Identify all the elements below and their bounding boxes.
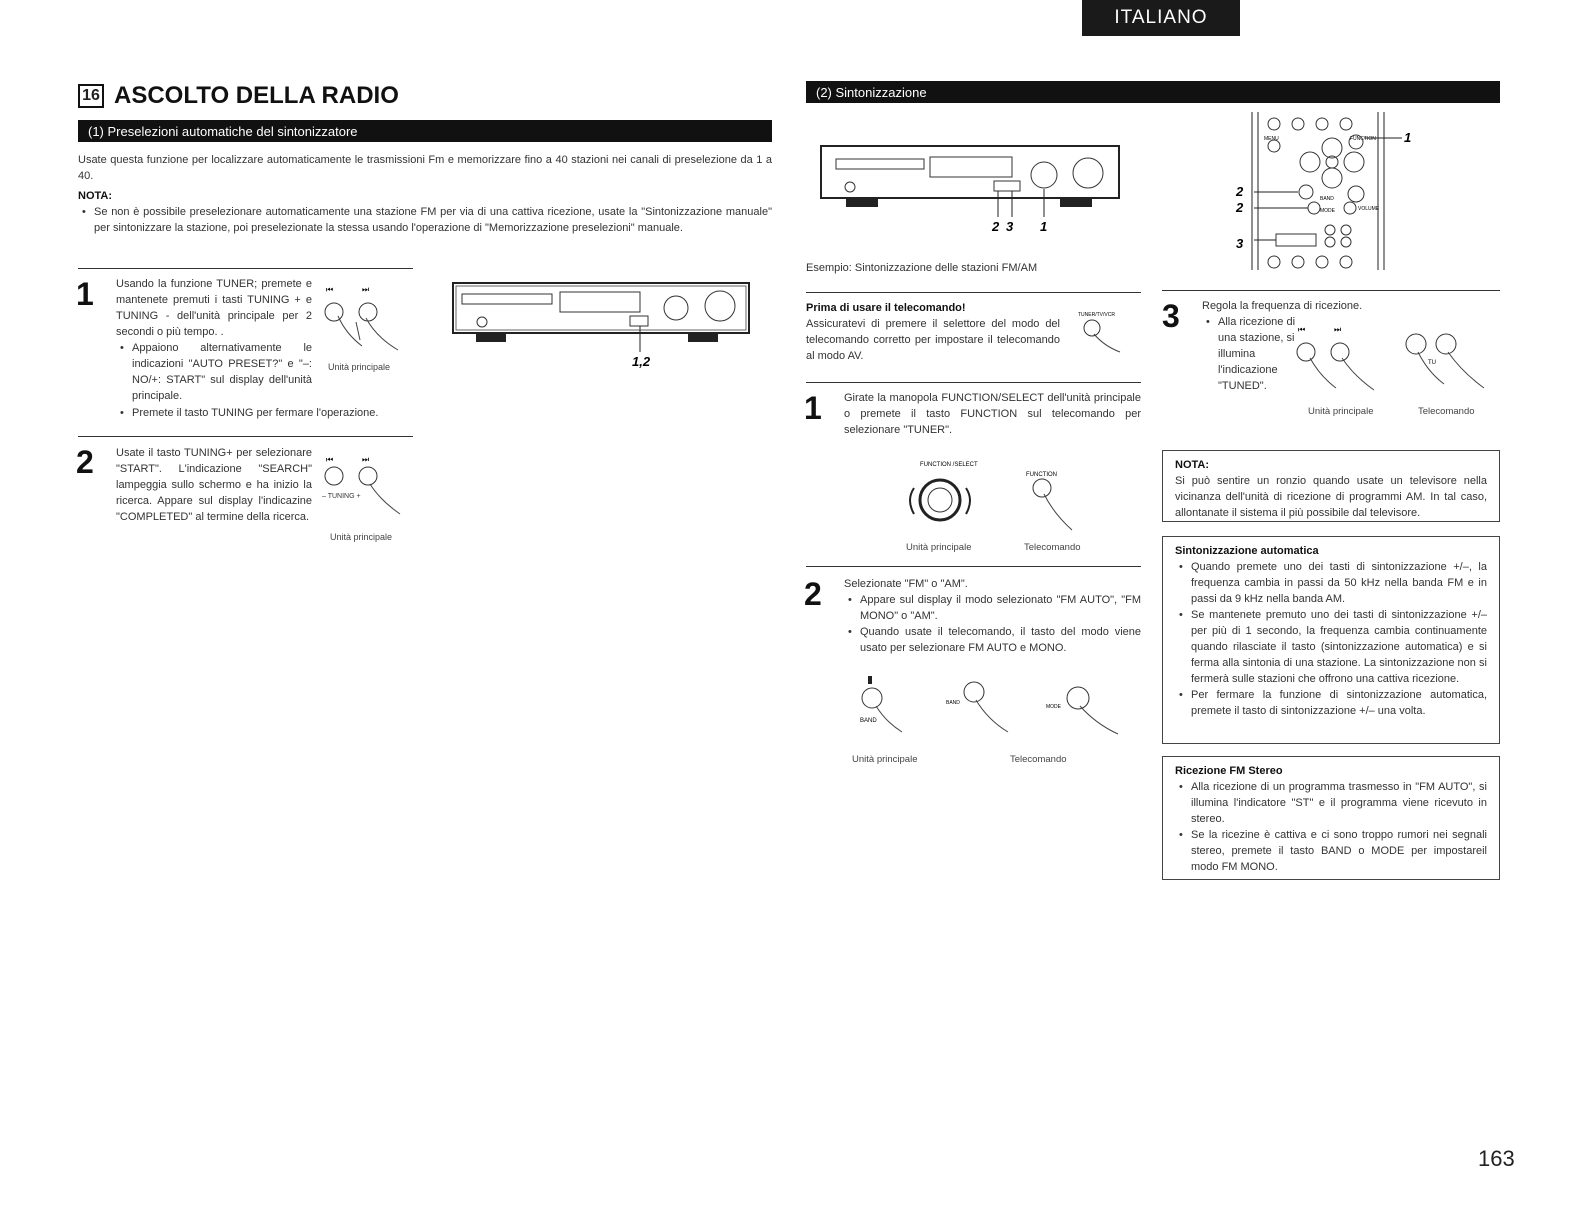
remote-mode-button [1067, 687, 1089, 709]
nota-list [78, 204, 772, 236]
subsection-bar-preselezioni: (1) Preselezioni automatiche del sintonizzatore [78, 120, 772, 142]
function-select-knob [920, 480, 960, 520]
step1-bullets-2 [116, 405, 416, 421]
unit-foot [846, 199, 878, 207]
tuning-minus-button [1297, 343, 1315, 361]
volume-up-button [1348, 186, 1364, 202]
auto-tuning-item: • Se mantenete premuto uno dei tasti di sintonizzazione +/– per più di 1 secondo, la frequenza cambia continuamente quando rilasciate il tasto (sintonizzazione automatica) e si ferma alla sintonia di una stazione. La sintonizzazione non si fermerà sulle stazioni che offrono una cattiva ricezione. [1175, 607, 1487, 687]
section-title [78, 82, 399, 110]
tuning-plus-button [1331, 343, 1349, 361]
mode-remote-label: MODE [1046, 704, 1061, 710]
prima-title: Prima di usare il telecomando! [806, 302, 966, 314]
unit-foot [688, 334, 718, 342]
step2-text: Usate il tasto TUNING+ per selezionare "START". L'indicazione "SEARCH" lampeggia sullo schermo e ha inizio la ricerca. Appare sul display l'indicazine "COMPLETED" al termine della ricerca. [116, 447, 312, 523]
skip-back-icon: ⏮ [1298, 325, 1306, 334]
hand-icon [1094, 334, 1120, 352]
nota-item: • Se non è possibile preselezionare automaticamente una stazione FM per via di una cattiva ricezione, usate la "Sintonizzazione manuale" per sintonizzare la stazione, poi preselezionate la stessa usando l'operazione di "Memorizzazione preselezioni" manuale. [78, 204, 772, 236]
power-button [845, 182, 855, 192]
fm-stereo-item: • Alla ricezione di un programma trasmesso in "FM AUTO", si illumina l'indicatore "ST" e il programma viene ricevuto in stereo. [1175, 779, 1487, 827]
auto-tuning-box [1162, 536, 1500, 744]
mode-button [1308, 202, 1320, 214]
caption-main: Unità principale [1308, 406, 1374, 417]
caption-main: Unità principale [852, 754, 918, 765]
skip-forward-icon: ⏭ [1334, 325, 1342, 334]
band-button [1299, 185, 1313, 199]
divider [78, 268, 413, 269]
hand-icon [1310, 358, 1374, 390]
band-mode-buttons [994, 181, 1020, 191]
unit-body [453, 283, 749, 333]
volume-knob [705, 291, 735, 321]
nota-box [1162, 450, 1500, 522]
skip-back-icon: ⏮ [326, 455, 334, 464]
nota-box-label: NOTA: [1175, 459, 1210, 471]
prima-text: Assicuratevi di premere il selettore del modo del telecomando corretto per impostare il telecomando al modo AV. [806, 318, 1060, 362]
function-knob [664, 296, 688, 320]
callout-label: 2 [1236, 184, 1244, 199]
function-button [1033, 479, 1051, 497]
unit-foot [1060, 199, 1092, 207]
step3-text: Regola la frequenza di ricezione. [1202, 300, 1363, 312]
arrow-down-icon [1322, 168, 1342, 188]
step2-bullet: • Quando usate il telecomando, il tasto del modo viene usato per selezionare FM AUTO e MONO. [844, 624, 1141, 656]
tu-label: TU [1428, 360, 1436, 366]
nota-box-text: Si può sentire un ronzio quando usate un televisore nella vicinanza dell'unità di ricezione di programmi AM. In tal caso, allontanate il sistema il più possibile dal televisore. [1175, 475, 1487, 519]
fm-stereo-box [1162, 756, 1500, 880]
function-label: FUNCTION [1350, 136, 1376, 142]
callout-label: 1 [1404, 130, 1412, 145]
auto-tuning-item: • Per fermare la funzione di sintonizzazione automatica, premete il tasto di sintonizzazione +/– una volta. [1175, 687, 1487, 719]
step3-bullet: • Alla ricezione di una stazione, si illumina l'indicazione "TUNED". [1202, 314, 1302, 394]
caption: Unità principale [328, 362, 391, 372]
function-select-illustration [894, 458, 1104, 556]
subsection-bar-sintonizzazione: (2) Sintonizzazione [806, 81, 1500, 103]
disc-tray [836, 159, 924, 169]
band-remote-label: BAND [946, 700, 960, 706]
callout-label: 2 [1236, 200, 1244, 215]
main-unit-illustration-right [820, 145, 1124, 237]
hand-icon [876, 706, 902, 732]
display-window [930, 157, 1012, 177]
divider [1162, 290, 1500, 291]
function-button-label: FUNCTION [1026, 472, 1057, 478]
skip-forward-icon: ⏭ [362, 455, 370, 464]
callout-label: 3 [1236, 236, 1244, 251]
nota-label: NOTA: [78, 190, 113, 202]
band-label: BAND [860, 718, 877, 724]
step-number: 1 [804, 390, 822, 426]
tuning-plus-button [359, 303, 377, 321]
step-number: 3 [1162, 298, 1180, 334]
remote-tuning-plus-button [1436, 334, 1456, 354]
volume-knob [1073, 158, 1103, 188]
band-mode-illustration [846, 674, 1136, 768]
skip-forward-icon: ⏭ [362, 285, 370, 294]
knob-label: FUNCTION /SELECT [920, 462, 978, 468]
step1-text: Usando la funzione TUNER; premete e mantenete premuti i tasti TUNING + e TUNING - dell'unità principale per 2 secondi o più tempo. . [116, 278, 312, 338]
disc-tray [462, 294, 552, 304]
caption-remote: Telecomando [1024, 542, 1081, 553]
step2-bullets [844, 592, 1141, 656]
page-title: ASCOLTO DELLA RADIO [114, 82, 399, 109]
step1-bullets [116, 340, 312, 404]
remote-band-button [964, 682, 984, 702]
tuning-step3-illustration [1294, 322, 1494, 420]
callout-label: 2 [992, 219, 1000, 234]
example-caption: Esempio: Sintonizzazione delle stazioni FM/AM [806, 262, 1038, 274]
step1-bullet: • Premete il tasto TUNING per fermare l'operazione. [116, 405, 416, 421]
step-number: 2 [76, 444, 94, 480]
auto-tuning-list [1175, 559, 1487, 719]
fm-stereo-item: • Se la ricezine è cattiva e ci sono troppo rumori nei segnali stereo, premete il tasto BAND o MODE per impostareil modo FM MONO. [1175, 827, 1487, 875]
auto-tuning-title: Sintonizzazione automatica [1175, 545, 1319, 557]
caption-remote: Telecomando [1418, 406, 1475, 417]
page-number: 163 [1478, 1146, 1515, 1171]
function-knob [1031, 162, 1057, 188]
tuner-mode-button [1084, 320, 1100, 336]
divider [806, 382, 1141, 383]
tuning-minus-button [325, 303, 343, 321]
hand-icon [1080, 706, 1118, 734]
section-number: 16 [78, 84, 104, 108]
step-number: 1 [76, 276, 94, 312]
divider [806, 566, 1141, 567]
tuning-minus-button [325, 467, 343, 485]
divider [806, 292, 1141, 293]
callout-label: 3 [1006, 219, 1014, 234]
callout-label: 1,2 [632, 354, 651, 369]
language-tab: ITALIANO [1082, 0, 1240, 36]
unit-band-button [862, 688, 882, 708]
remote-tuning-minus-button [1406, 334, 1426, 354]
fm-stereo-title: Ricezione FM Stereo [1175, 765, 1283, 777]
tuning-buttons-illustration [316, 282, 416, 374]
volume-down-button [1344, 202, 1356, 214]
skip-back-icon: ⏮ [326, 285, 334, 294]
power-button [477, 317, 487, 327]
band-label: BAND [1320, 196, 1334, 202]
hand-icon [1044, 494, 1072, 530]
display-window [560, 292, 640, 312]
caption-remote: Telecomando [1010, 754, 1067, 765]
tuning-plus-illustration [316, 452, 416, 544]
step-number: 2 [804, 576, 822, 612]
divider [78, 436, 413, 437]
intro-paragraph: Usate questa funzione per localizzare automaticamente le trasmissioni Fm e memorizzare fino a 40 stazioni nei canali di preselezione da 1 a 40. [78, 154, 772, 182]
main-unit-illustration-left [452, 282, 752, 372]
caption-main: Unità principale [906, 542, 972, 553]
tuning-plus-button [359, 467, 377, 485]
tuner-mode-button-illustration [1070, 308, 1130, 354]
tuning-label: – TUNING + [322, 493, 361, 500]
mode-label: MODE [1320, 208, 1335, 214]
step1-bullet: • Appaiono alternativamente le indicazioni "AUTO PRESET?" e "–: NO/+: START" sul display dell'unità principale. [116, 340, 312, 404]
mode-selector-label: TUNER/TV/VCR [1078, 312, 1115, 318]
hand-icon [370, 484, 400, 514]
caption: Unità principale [330, 532, 393, 542]
unit-foot [476, 334, 506, 342]
volume-label: VOLUME [1358, 206, 1380, 212]
callout-label: 1 [1040, 219, 1048, 234]
arrow-left-icon [1300, 152, 1320, 172]
remote-control-illustration [1234, 112, 1424, 274]
tuning-buttons [1276, 234, 1316, 246]
hand-icon [976, 700, 1008, 732]
step3-bullets [1202, 314, 1302, 394]
arrow-up-icon [1322, 138, 1342, 158]
hand-icon [1418, 352, 1484, 388]
step2-text: Selezionate "FM" o "AM". [844, 578, 968, 590]
arrow-right-icon [1344, 152, 1364, 172]
tuning-buttons [630, 316, 648, 326]
fm-stereo-list [1175, 779, 1487, 875]
menu-label: MENU [1264, 136, 1279, 142]
step2-bullet: • Appare sul display il modo selezionato "FM AUTO", "FM MONO" o "AM". [844, 592, 1141, 624]
hand-icon [338, 316, 398, 350]
auto-tuning-item: • Quando premete uno dei tasti di sintonizzazione +/–, la frequenza cambia in passi da 50 kHz nella banda FM e in passi da 9 kHz nella banda AM. [1175, 559, 1487, 607]
step1-text: Girate la manopola FUNCTION/SELECT dell'unità principale o premete il tasto FUNCTION sul telecomando per selezionare "TUNER". [844, 392, 1141, 436]
unit-body [821, 146, 1119, 198]
